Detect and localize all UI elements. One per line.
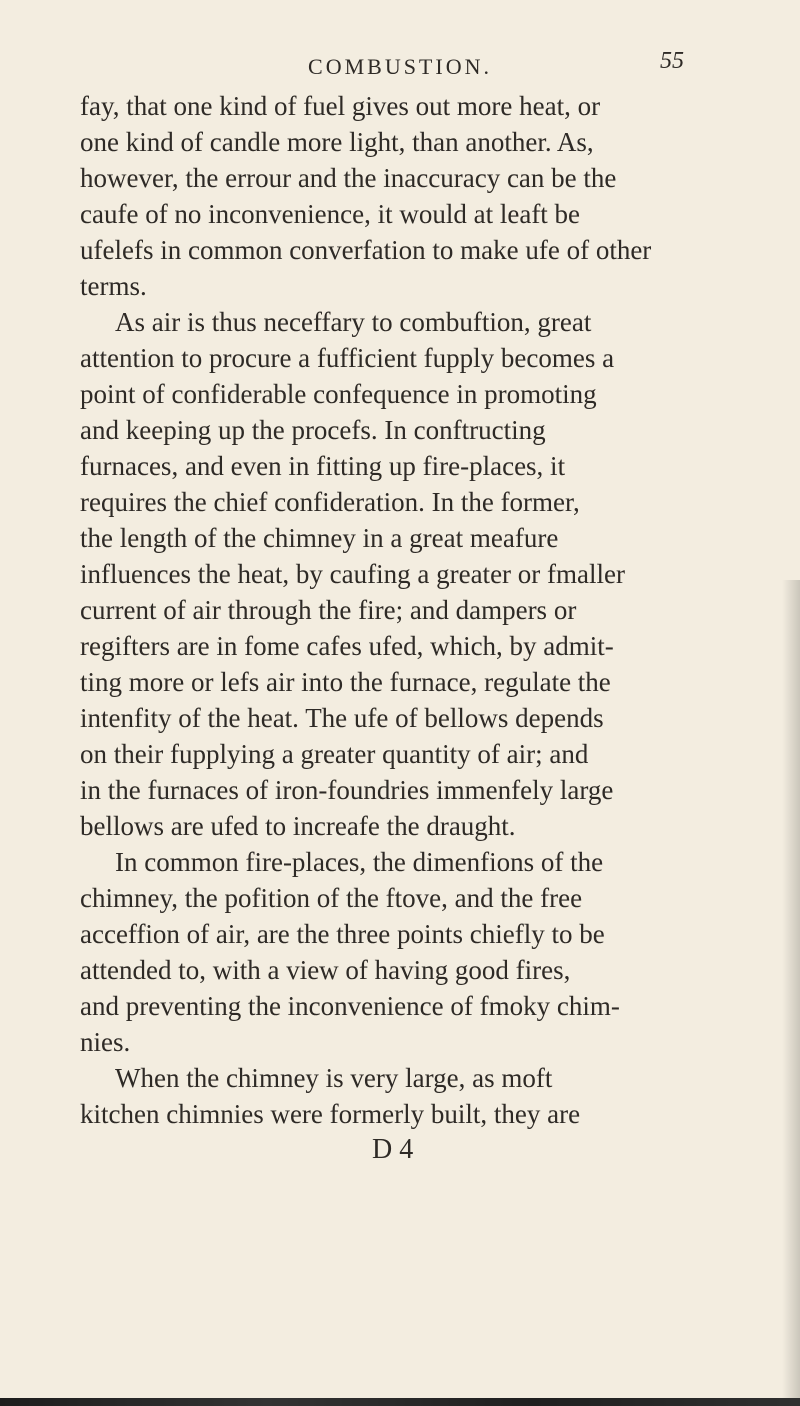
running-head: COMBUSTION. xyxy=(308,54,492,79)
text-line: intenfity of the heat. The ufe of bellows depends xyxy=(80,703,604,733)
text-line: influences the heat, by caufing a greater or fmaller xyxy=(80,559,625,589)
text-line: and keeping up the procefs. In conftructing xyxy=(80,415,546,445)
text-line: ufelefs in common converfation to make ufe of other xyxy=(80,235,652,265)
text-line: on their fupplying a greater quantity of air; and xyxy=(80,739,589,769)
paragraph-start-line: As air is thus neceffary to combuftion, great xyxy=(115,307,592,337)
paragraph-start-line: When the chimney is very large, as moft xyxy=(115,1063,553,1093)
text-line: attended to, with a view of having good fires, xyxy=(80,955,571,985)
text-line: nies. xyxy=(80,1027,131,1057)
text-line: bellows are ufed to increafe the draught. xyxy=(80,811,516,841)
text-line: chimney, the pofition of the ftove, and the free xyxy=(80,883,583,913)
text-line: point of confiderable confequence in promoting xyxy=(80,379,597,409)
text-line: ting more or lefs air into the furnace, regulate the xyxy=(80,667,611,697)
text-line: terms. xyxy=(80,271,147,301)
text-line: the length of the chimney in a great meafure xyxy=(80,523,559,553)
text-line: acceffion of air, are the three points chiefly to be xyxy=(80,919,605,949)
text-line: requires the chief confideration. In the former, xyxy=(80,487,580,517)
page-number: 55 xyxy=(660,48,684,74)
signature-mark: D 4 xyxy=(372,1134,414,1165)
text-line: attention to procure a fufficient fupply becomes a xyxy=(80,343,615,373)
text-line: furnaces, and even in fitting up fire-places, it xyxy=(80,451,566,481)
text-line: caufe of no inconvenience, it would at leaft be xyxy=(80,199,581,229)
binding-shadow xyxy=(782,580,800,1406)
text-line: regifters are in fome cafes ufed, which, by admit- xyxy=(80,631,614,661)
text-line: one kind of candle more light, than another. As, xyxy=(80,127,594,157)
text-line: and preventing the inconvenience of fmoky chim- xyxy=(80,991,620,1021)
text-line: however, the errour and the inaccuracy can be the xyxy=(80,163,617,193)
text-line: current of air through the fire; and dampers or xyxy=(80,595,577,625)
text-line: fay, that one kind of fuel gives out more heat, or xyxy=(80,91,601,121)
text-line: kitchen chimnies were formerly built, they are xyxy=(80,1099,581,1129)
text-line: in the furnaces of iron-foundries immenfely large xyxy=(80,775,614,805)
page-bottom-edge xyxy=(0,1398,800,1406)
paragraph-start-line: In common fire-places, the dimenfions of the xyxy=(115,847,604,877)
